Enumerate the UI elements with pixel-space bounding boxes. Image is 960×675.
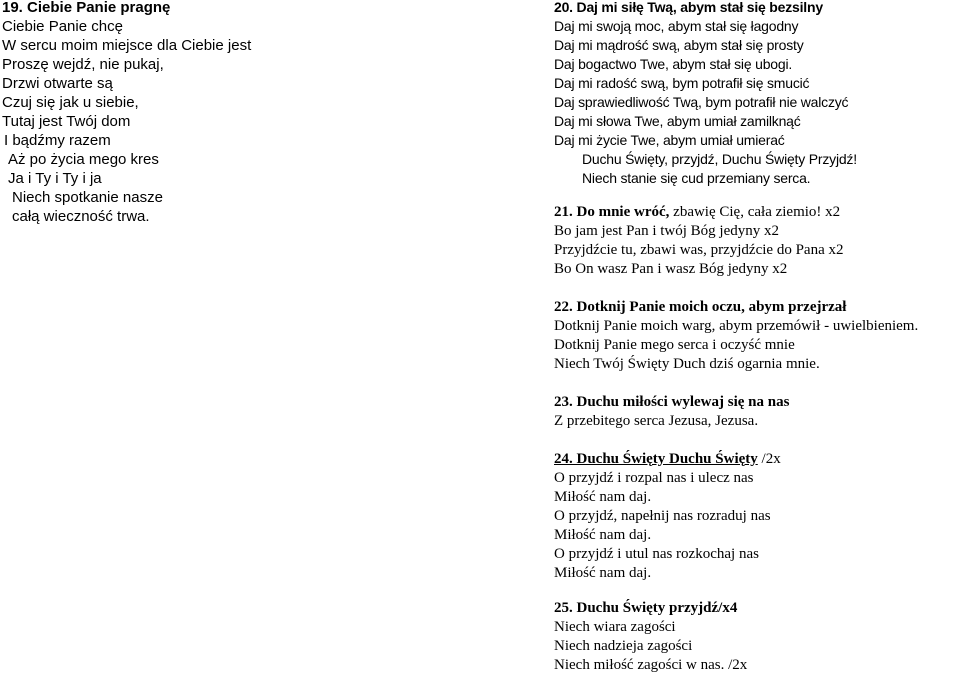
- song-line: Ja i Ty i Ty i ja: [8, 170, 102, 187]
- song-line: Tutaj jest Twój dom: [2, 113, 131, 130]
- song-line: Z przebitego serca Jezusa, Jezusa.: [554, 413, 759, 429]
- song-24-title-bold: 24. Duchu Święty Duchu Święty: [554, 451, 758, 467]
- song-line: Daj bogactwo Twe, abym stał się ubogi.: [554, 56, 793, 72]
- song-21-title-bold: 21. Do mnie wróć,: [554, 204, 670, 220]
- song-line: Daj sprawiedliwość Twą, bym potrafił nie walczyć: [554, 94, 849, 110]
- song-line: Niech wiara zagości: [554, 619, 676, 635]
- song-line: Niech Twój Święty Duch dziś ogarnia mnie.: [554, 356, 820, 372]
- song-line: I bądźmy razem: [4, 132, 111, 149]
- song-line: Aż po życia mego kres: [8, 151, 159, 168]
- song-line: O przyjdź i utul nas rozkochaj nas: [554, 546, 759, 562]
- song-line: Niech spotkanie nasze: [12, 189, 163, 206]
- song-line: Daj mi radość swą, bym potrafił się smucić: [554, 75, 810, 91]
- song-line: Miłość nam daj.: [554, 565, 652, 581]
- song-line: Daj mi mądrość swą, abym stał się prosty: [554, 37, 804, 53]
- song-24-title: [554, 450, 781, 469]
- song-21-title-rest: zbawię Cię, cała ziemio! x2: [669, 204, 841, 220]
- song-line: Drzwi otwarte są: [2, 75, 113, 92]
- song-23-title: 23. Duchu miłości wylewaj się na nas: [554, 394, 790, 410]
- song-line: Ciebie Panie chcę: [2, 18, 123, 35]
- song-line: Miłość nam daj.: [554, 489, 652, 505]
- song-line: Przyjdźcie tu, zbawi was, przyjdźcie do Pana x2: [554, 242, 844, 258]
- song-line: Czuj się jak u siebie,: [2, 94, 139, 111]
- song-line: całą wieczność trwa.: [12, 208, 150, 225]
- song-line: Duchu Święty, przyjdź, Duchu Święty Przyjdź!: [582, 151, 857, 167]
- song-line: Daj mi swoją moc, abym stał się łagodny: [554, 18, 799, 34]
- song-line: Bo jam jest Pan i twój Bóg jedyny x2: [554, 223, 779, 239]
- song-line: Dotknij Panie mego serca i oczyść mnie: [554, 337, 795, 353]
- song-line: Niech miłość zagości w nas. /2x: [554, 657, 748, 673]
- song-22-title: 22. Dotknij Panie moich oczu, abym przejrzał: [554, 299, 847, 315]
- song-21-title: [554, 203, 840, 222]
- song-line: O przyjdź i rozpal nas i ulecz nas: [554, 470, 754, 486]
- song-25-title: 25. Duchu Święty przyjdź/x4: [554, 600, 738, 616]
- song-20-title: 20. Daj mi siłę Twą, abym stał się bezsilny: [554, 0, 823, 15]
- song-line: Proszę wejdź, nie pukaj,: [2, 56, 164, 73]
- song-line: O przyjdź, napełnij nas rozraduj nas: [554, 508, 771, 524]
- song-line: Dotknij Panie moich warg, abym przemówił - uwielbieniem.: [554, 318, 919, 334]
- song-line: W sercu moim miejsce dla Ciebie jest: [2, 37, 252, 54]
- song-24-title-rest: /2x: [757, 451, 781, 467]
- song-line: Niech stanie się cud przemiany serca.: [582, 170, 811, 186]
- song-line: Niech nadzieja zagości: [554, 638, 693, 654]
- song-19-title: 19. Ciebie Panie pragnę: [2, 0, 171, 16]
- song-line: Bo On wasz Pan i wasz Bóg jedyny x2: [554, 261, 788, 277]
- song-line: Daj mi życie Twe, abym umiał umierać: [554, 132, 785, 148]
- song-line: Miłość nam daj.: [554, 527, 652, 543]
- song-line: Daj mi słowa Twe, abym umiał zamilknąć: [554, 113, 801, 129]
